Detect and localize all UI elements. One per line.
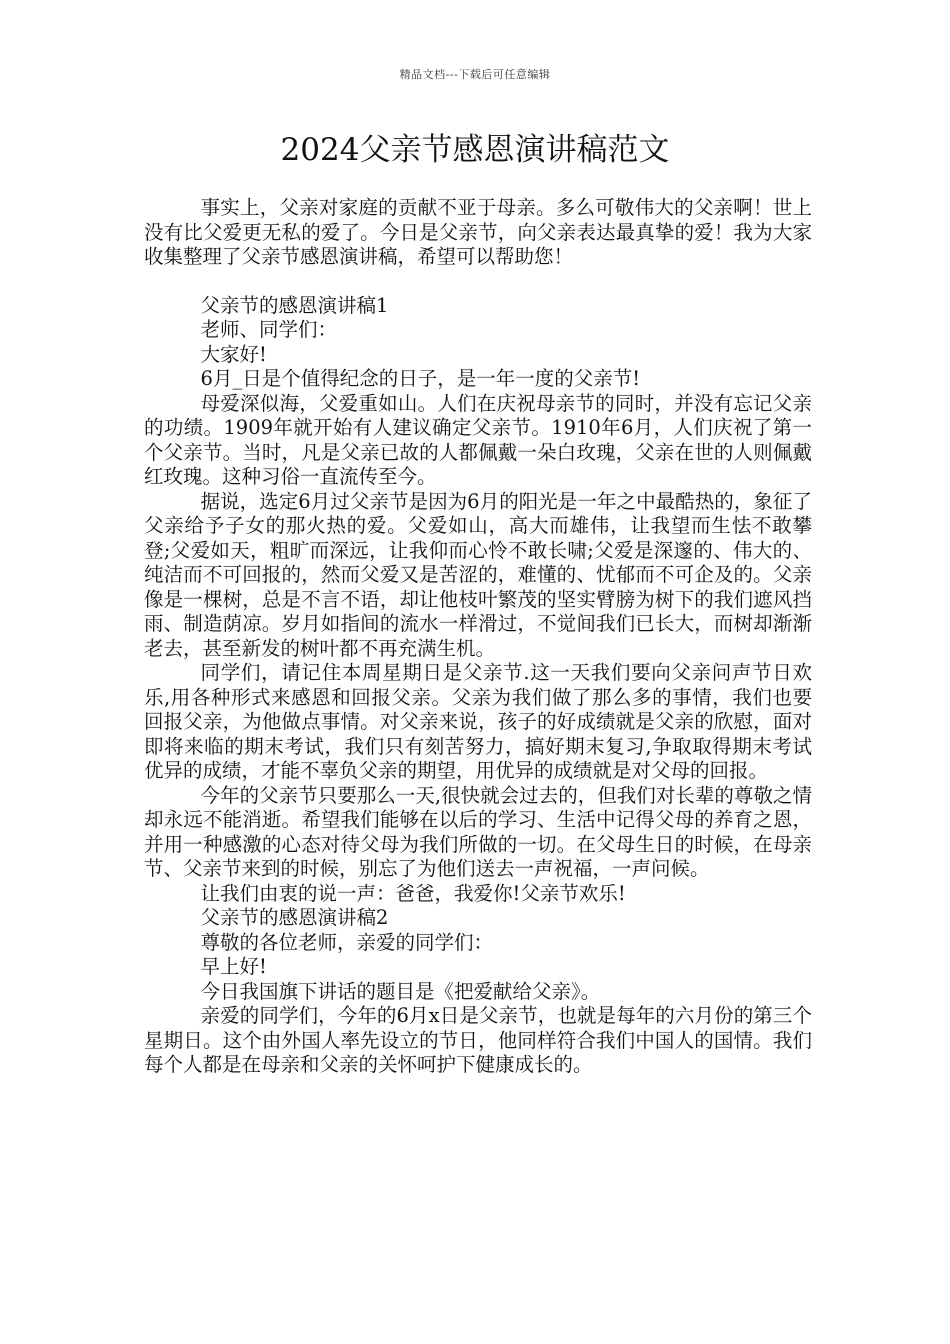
body-paragraph: 据说，选定6月过父亲节是因为6月的阳光是一年之中最酷热的，象征了父亲给予子女的那火热的爱。父爱如山，高大而雄伟，让我望而生怯不敢攀登;父爱如天，粗旷而深远，让我仰而心怜不敢长啸;父爱是深邃的、伟大的、纯洁而不可回报的，然而父爱又是苦涩的，难懂的、忧郁而不可企及的。父亲像是一棵树，总是不言不语，却让他枝叶繁茂的坚实臂膀为树下的我们遮风挡雨、制造荫凉。岁月如指间的流水一样滑过，不觉间我们已长大，而树却渐渐老去，甚至新发的树叶都不再充满生机。 — [144, 489, 812, 660]
salutation: 老师、同学们： — [200, 318, 338, 341]
greeting: 早上好! — [200, 955, 267, 978]
body-paragraph: 同学们，请记住本周星期日是父亲节.这一天我们要向父亲问声节日欢乐,用各种形式来感恩和回报父亲。父亲为我们做了那么多的事情，我们也要回报父亲，为他做点事情。对父亲来说，孩子的好成绩就是父亲的欣慰，面对即将来临的期末考试，我们只有刻苦努力，搞好期末复习,争取取得期末考试优异的成绩，才能不辜负父亲的期望，用优异的成绩就是对父母的回报。 — [144, 661, 812, 782]
document-title: 2024父亲节感恩演讲稿范文 — [280, 132, 670, 168]
body-paragraph: 让我们由衷的说一声：爸爸，我爱你!父亲节欢乐! — [200, 881, 626, 905]
body-paragraph: 今日我国旗下讲话的题目是《把爱献给父亲》。 — [200, 979, 601, 1003]
document-body — [144, 196, 812, 1078]
greeting: 大家好! — [200, 342, 267, 366]
body-paragraph: 今年的父亲节只要那么一天,很快就会过去的，但我们对长辈的尊敬之情却永远不能消逝。希望我们能够在以后的学习、生活中记得父母的养育之恩，并用一种感激的心态对待父母为我们所做的一切。在父母生日的时候，在母亲节、父亲节来到的时候，别忘了为他们送去一声祝福，一声问候。 — [144, 783, 812, 880]
salutation: 尊敬的各位老师，亲爱的同学们： — [200, 930, 494, 954]
section-heading-2: 父亲节的感恩演讲稿2 — [200, 906, 389, 929]
body-paragraph: 亲爱的同学们，今年的6月x日是父亲节，也就是每年的六月份的第三个星期日。这个由外国人率先设立的节日，他同样符合我们中国人的国情。我们每个人都是在母亲和父亲的关怀呵护下健康成长的。 — [144, 1004, 812, 1076]
section-heading-1: 父亲节的感恩演讲稿1 — [200, 293, 389, 317]
header-note: 精品文档---下载后可任意编辑 — [399, 68, 551, 81]
body-paragraph: 6月_日是个值得纪念的日子，是一年一度的父亲节! — [200, 367, 641, 390]
paragraph-gap — [144, 270, 812, 294]
intro-paragraph: 事实上，父亲对家庭的贡献不亚于母亲。多么可敬伟大的父亲啊！世上没有比父爱更无私的爱了。今日是父亲节，向父亲表达最真挚的爱！我为大家收集整理了父亲节感恩演讲稿，希望可以帮助您！ — [144, 196, 812, 268]
body-paragraph: 母爱深似海，父爱重如山。人们在庆祝母亲节的同时，并没有忘记父亲的功绩。1909年就开始有人建议确定父亲节。1910年6月，人们庆祝了第一个父亲节。当时，凡是父亲已故的人都佩戴一朵白玫瑰，父亲在世的人则佩戴红玫瑰。这种习俗一直流传至今。 — [144, 391, 812, 488]
